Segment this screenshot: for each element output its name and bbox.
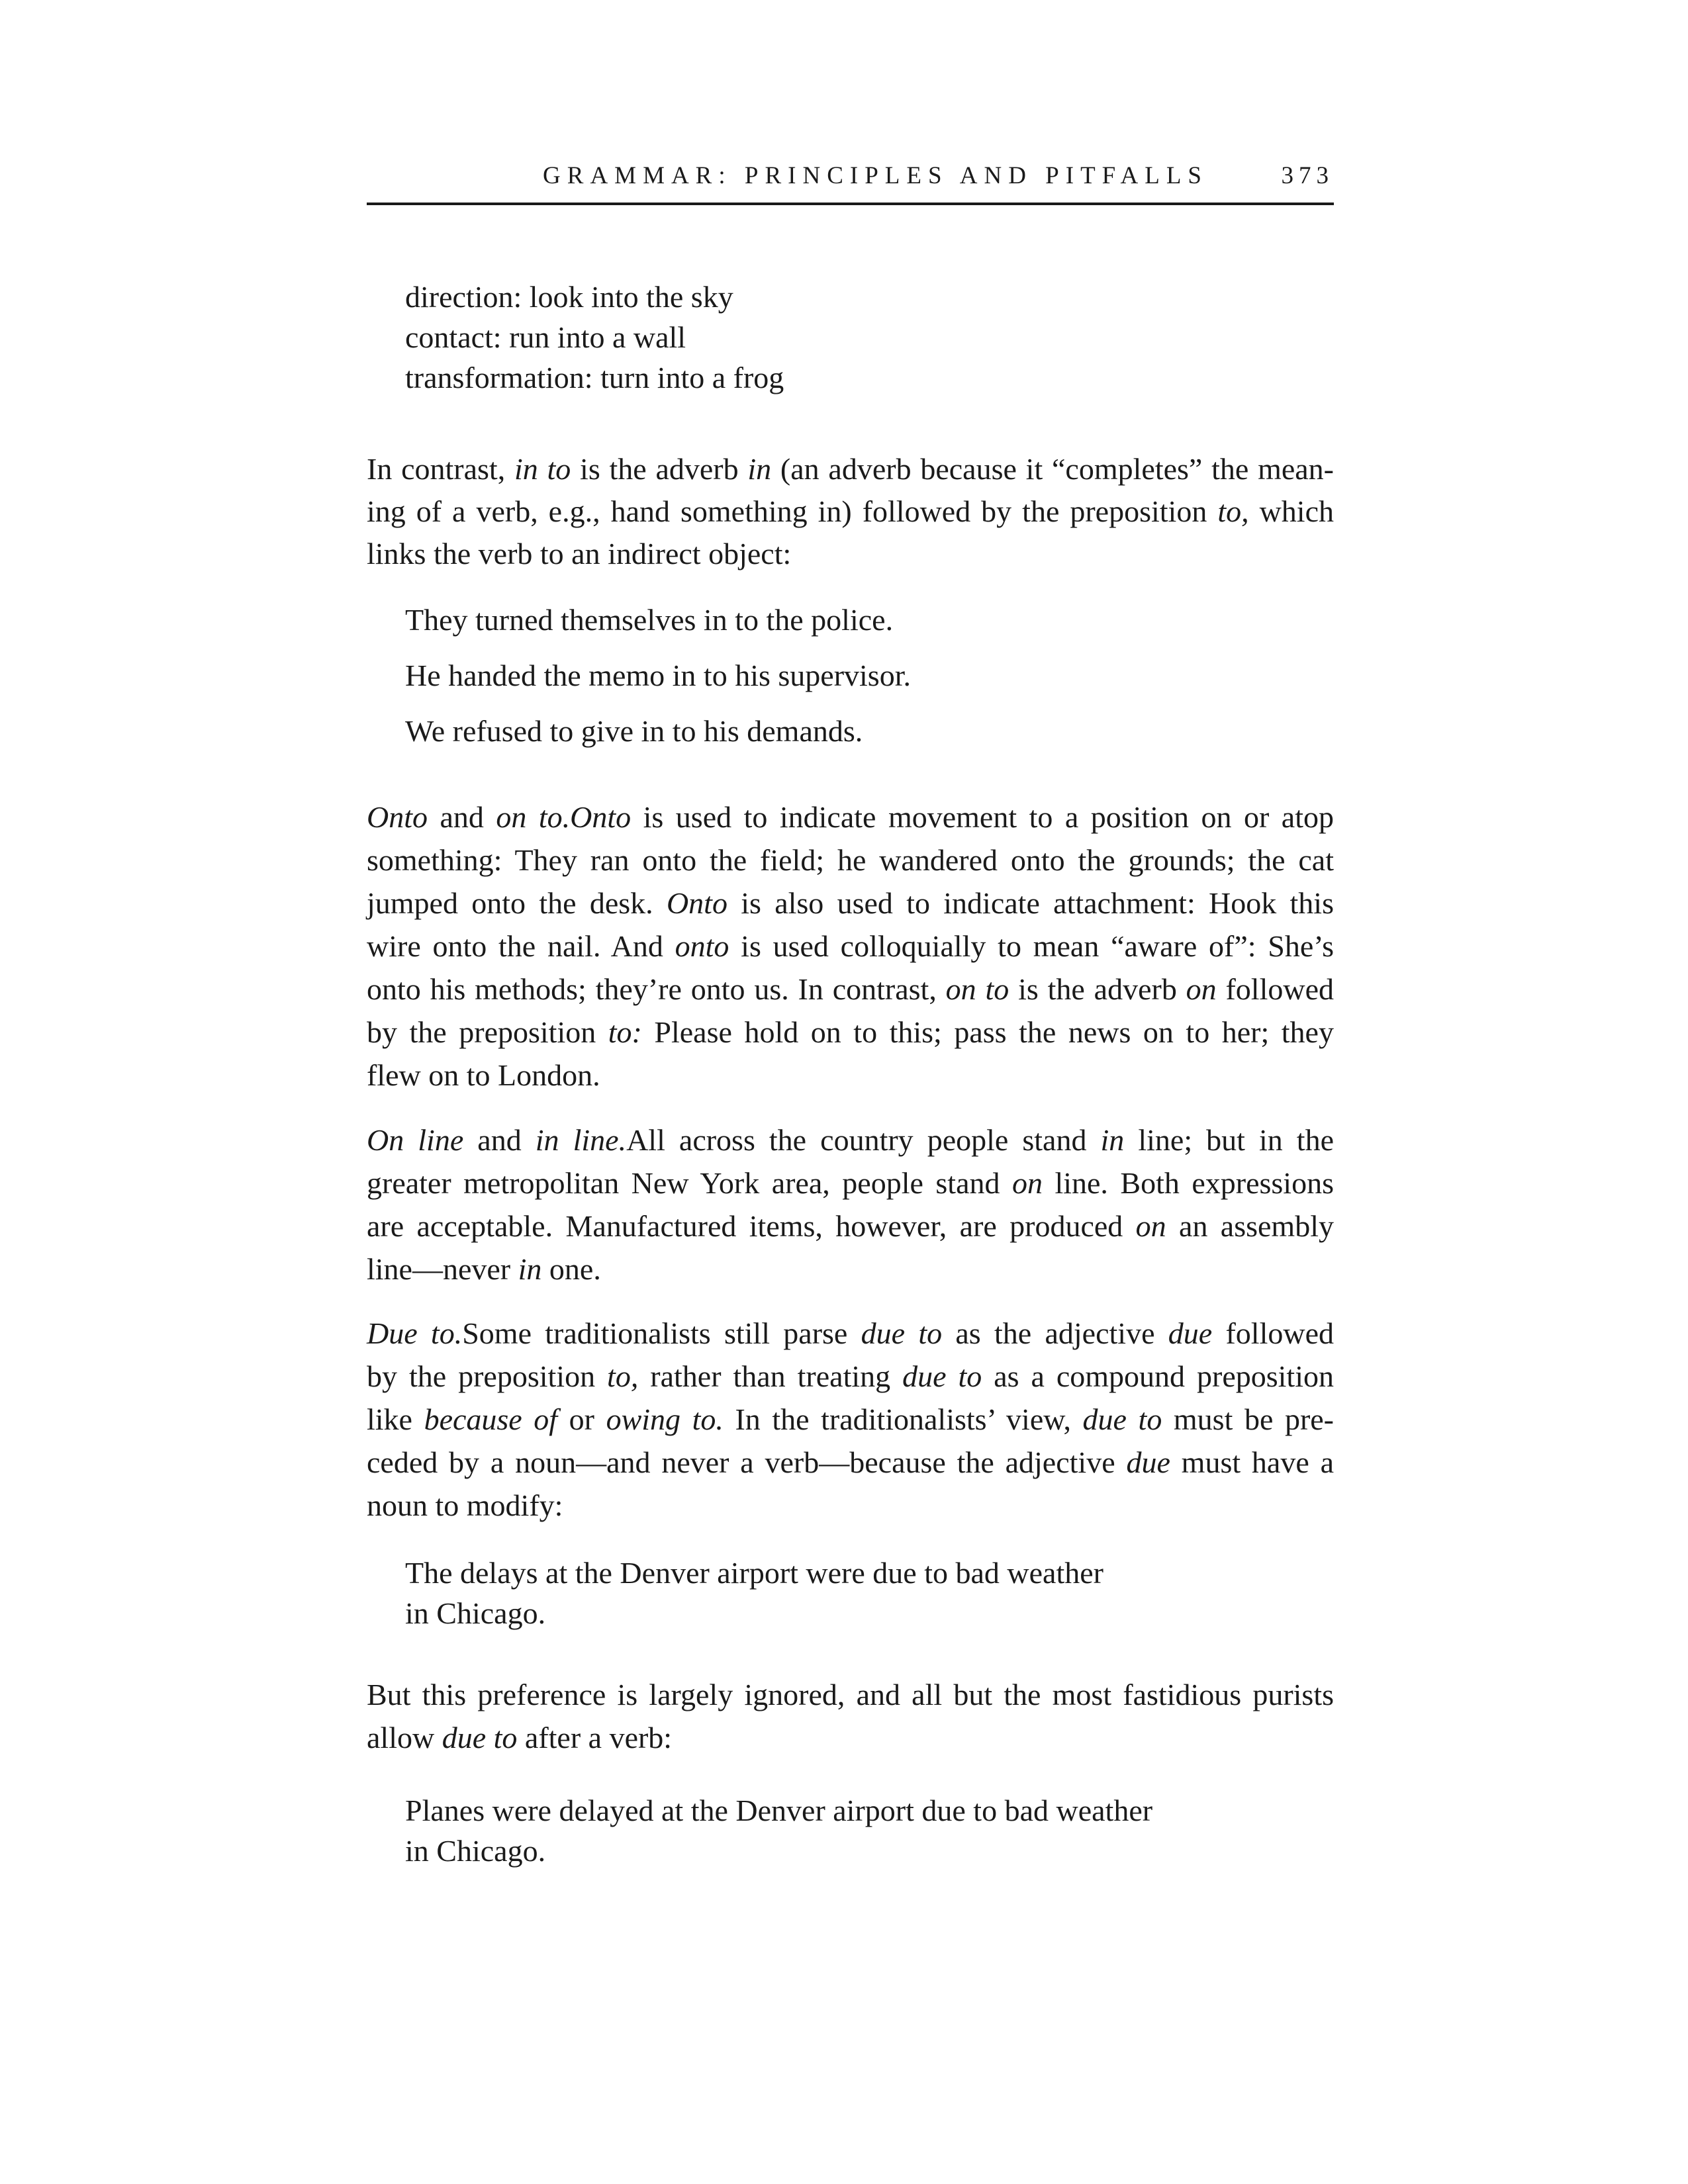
example-line: The delays at the Denver airport were due to bad weather [405, 1556, 1103, 1590]
paragraph-line: But this preference is largely ignored, and all but the most fastidious purists [367, 1678, 1334, 1711]
paragraph-line: noun to modify: [367, 1488, 563, 1522]
section-dueto-line: Due to.Some traditionalists still parse due to as the adjective due followed [367, 1316, 1335, 1350]
section-heading-dueto: Due to. [367, 1316, 463, 1350]
paragraph-line: ing of a verb, e.g., hand something in) followed by the preposition to, which [367, 494, 1334, 528]
section-online-line: On line and in line.All across the country people stand in line; but in the [367, 1123, 1334, 1157]
example-line: transformation: turn into a frog [405, 361, 784, 394]
paragraph-line: like because of or owing to. In the traditionalists’ view, due to must be pre- [367, 1402, 1334, 1436]
running-head: GRAMMAR: PRINCIPLES AND PITFALLS [543, 162, 1208, 189]
example-line: We refused to give in to his demands. [405, 714, 863, 748]
paragraph-line: line—never in one. [367, 1252, 601, 1286]
paragraph-line: flew on to London. [367, 1058, 600, 1092]
paragraph-line: In contrast, in to is the adverb in (an adverb because it “completes” the mean- [367, 452, 1334, 486]
paragraph-line: jumped onto the desk. Onto is also used to indicate attachment: Hook this [367, 886, 1334, 920]
paragraph-line: wire onto the nail. And onto is used colloquially to mean “aware of”: She’s [367, 929, 1334, 963]
example-line: direction: look into the sky [405, 280, 733, 314]
paragraph-line: by the preposition to: Please hold on to this; pass the news on to her; they [367, 1015, 1334, 1049]
paragraph-line: links the verb to an indirect object: [367, 537, 792, 570]
section-heading-onto: Onto [367, 800, 428, 834]
page-number: 373 [1281, 162, 1334, 189]
example-line: They turned themselves in to the police. [405, 603, 894, 637]
paragraph-line: by the preposition to, rather than treating due to as a compound preposition [367, 1359, 1334, 1393]
paragraph-line: are acceptable. Manufactured items, however, are produced on an assembly [367, 1209, 1334, 1243]
example-line: He handed the memo in to his supervisor. [405, 659, 911, 692]
paragraph-line: onto his methods; they’re onto us. In contrast, on to is the adverb on followed [367, 972, 1335, 1006]
paragraph-line: something: They ran onto the field; he wandered onto the grounds; the cat [367, 843, 1334, 877]
example-line: contact: run into a wall [405, 320, 686, 354]
example-line: Planes were delayed at the Denver airport due to bad weather [405, 1794, 1153, 1827]
example-line: in Chicago. [405, 1834, 546, 1868]
section-onto-line: Onto and on to.Onto is used to indicate movement to a position on or atop [367, 800, 1334, 834]
paragraph-line: allow due to after a verb: [367, 1721, 673, 1754]
example-line: in Chicago. [405, 1596, 546, 1630]
paragraph-line: ceded by a noun—and never a verb—because the adjective due must have a [367, 1445, 1334, 1479]
section-heading-online: On line [367, 1123, 464, 1157]
paragraph-line: greater metropolitan New York area, people stand on line. Both expressions [367, 1166, 1334, 1200]
page-header [367, 156, 1334, 205]
